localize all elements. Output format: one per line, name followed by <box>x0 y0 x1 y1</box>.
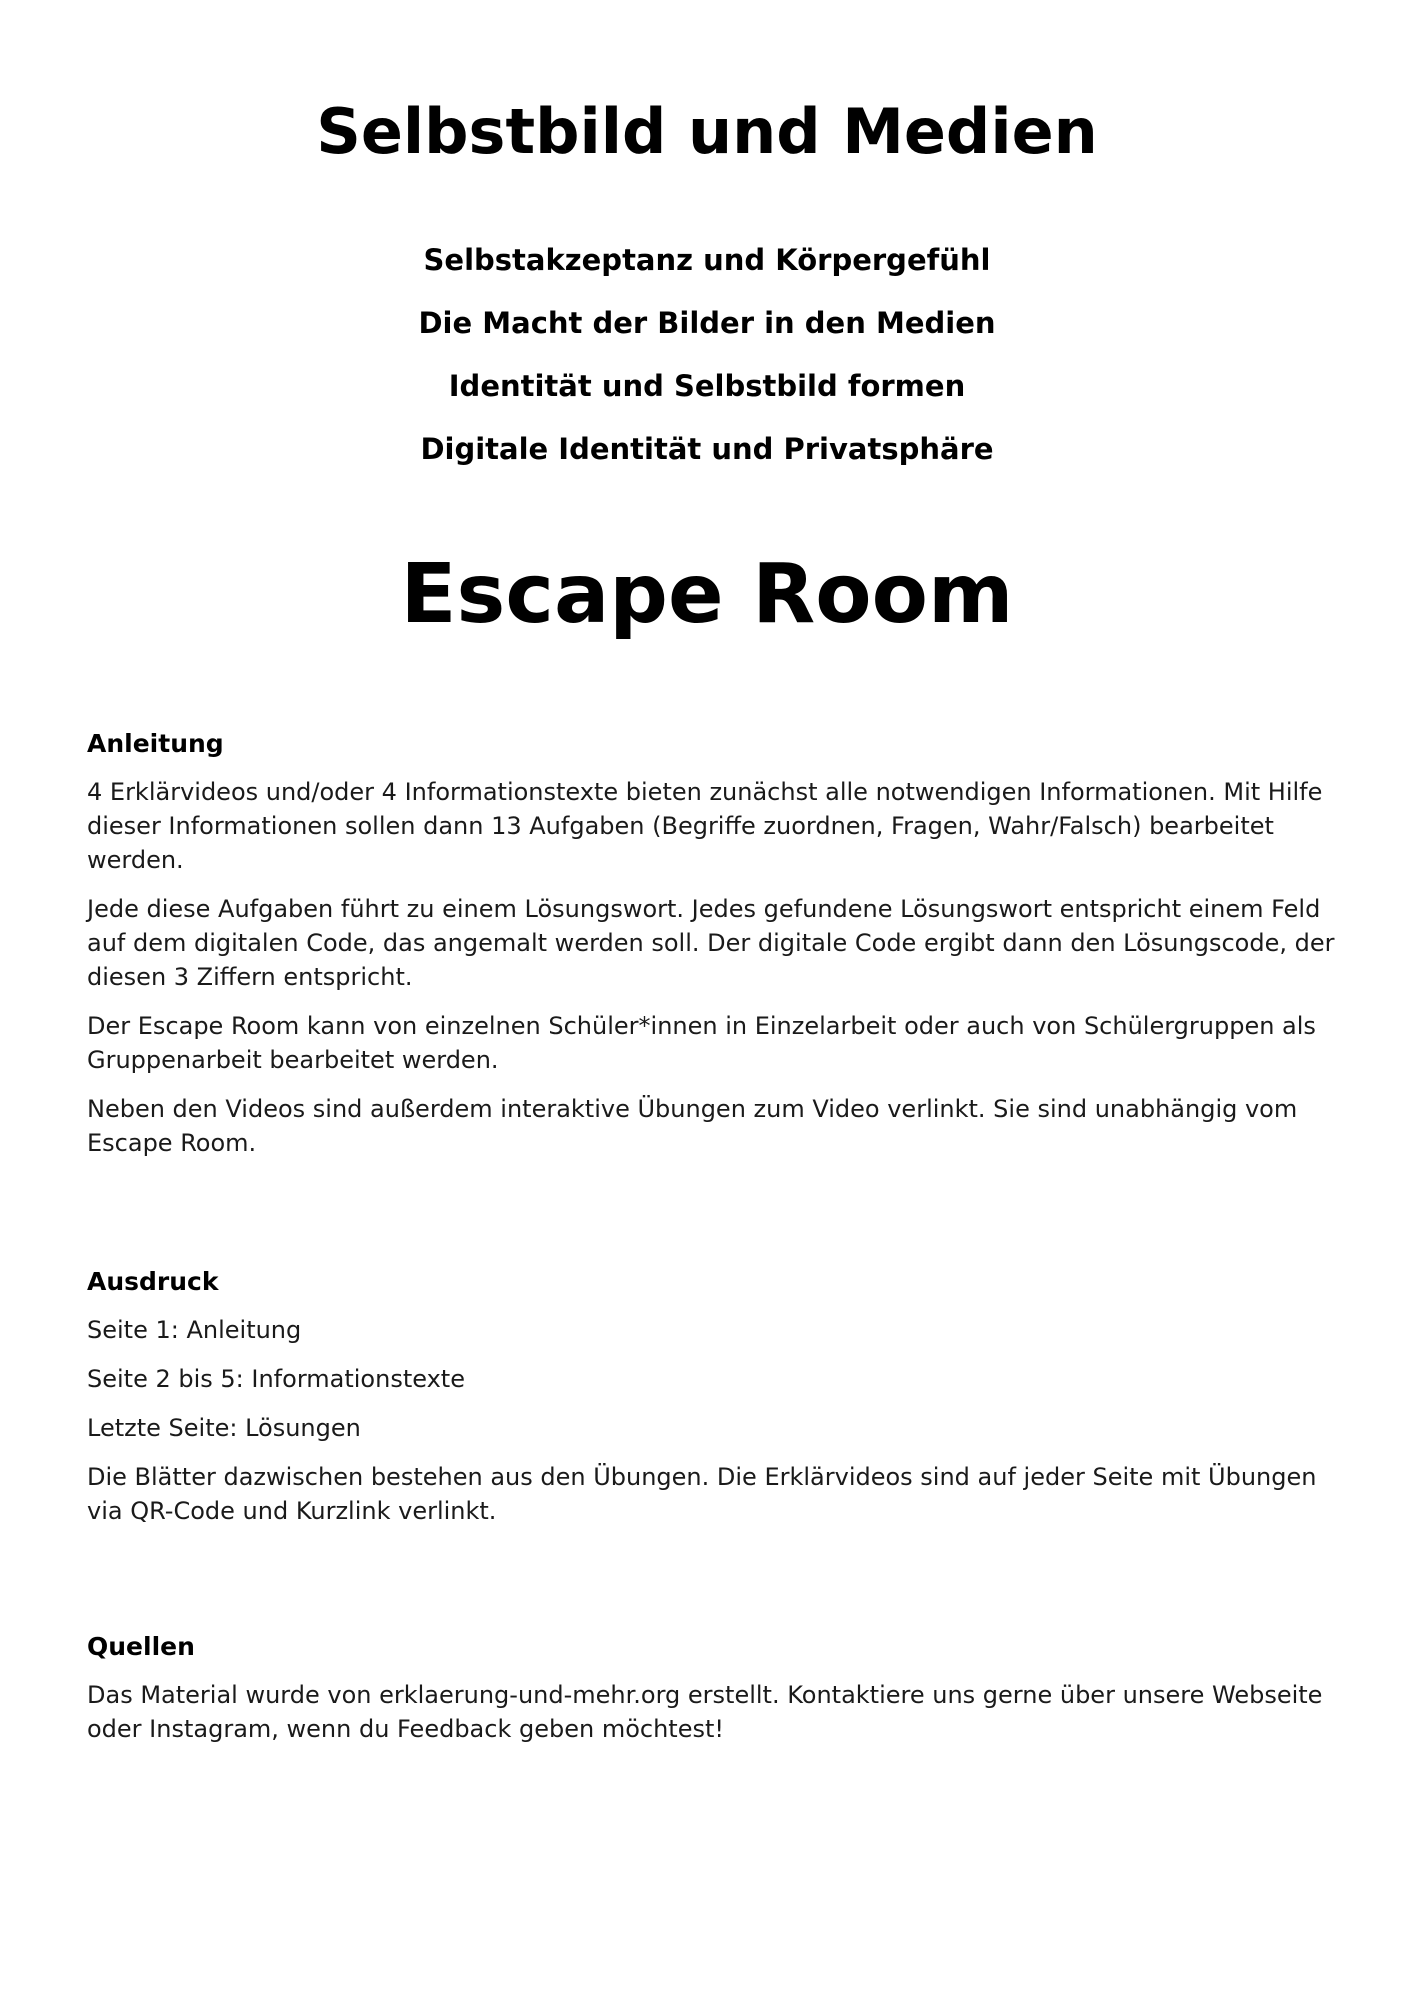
section-quellen <box>87 1630 1337 1761</box>
paragraph: Seite 1: Anleitung <box>87 1316 302 1344</box>
subtitle-item: Identität und Selbstbild formen <box>448 369 966 403</box>
paragraph: Neben den Videos sind außerdem interaktive Übungen zum Video verlinkt. Sie sind unabhängig vom Escape Room. <box>87 1095 1298 1157</box>
paragraph: 4 Erklärvideos und/oder 4 Informationstexte bieten zunächst alle notwendigen Informationen. Mit Hilfe dieser Informationen sollen dann 13 Aufgaben (Begriffe zuordnen, Fragen, Wahr/Falsch) bearbeitet werden. <box>87 778 1323 874</box>
paragraph: Letzte Seite: Lösungen <box>87 1414 361 1442</box>
paragraph: Der Escape Room kann von einzelnen Schüler*innen in Einzelarbeit oder auch von Schülergruppen als Gruppenarbeit bearbeitet werden. <box>87 1012 1316 1074</box>
paragraph: Das Material wurde von erklaerung-und-mehr.org erstellt. Kontaktiere uns gerne über unsere Webseite oder Instagram, wenn du Feedback geben möchtest! <box>87 1681 1323 1743</box>
paragraph: Die Blätter dazwischen bestehen aus den Übungen. Die Erklärvideos sind auf jeder Seite mit Übungen via QR-Code und Kurzlink verlinkt. <box>87 1463 1317 1525</box>
subtitle-list <box>0 240 1414 492</box>
section-anleitung <box>87 727 1337 1175</box>
section-heading: Ausdruck <box>87 1267 219 1296</box>
subtitle-item: Selbstakzeptanz und Körpergefühl <box>423 243 991 277</box>
paragraph: Jede diese Aufgaben führt zu einem Lösungswort. Jedes gefundene Lösungswort entspricht einem Feld auf dem digitalen Code, das angemalt werden soll. Der digitale Code ergibt dann den Lösungscode, der diesen 3 Ziffern entspricht. <box>87 895 1335 991</box>
subtitle-item: Die Macht der Bilder in den Medien <box>418 306 996 340</box>
section-heading: Quellen <box>87 1632 195 1661</box>
main-heading: Escape Room <box>400 547 1014 642</box>
document-title: Selbstbild und Medien <box>316 95 1098 168</box>
subtitle-item: Digitale Identität und Privatsphäre <box>420 432 994 466</box>
section-ausdruck <box>87 1265 1337 1543</box>
paragraph: Seite 2 bis 5: Informationstexte <box>87 1365 465 1393</box>
section-heading: Anleitung <box>87 729 224 758</box>
